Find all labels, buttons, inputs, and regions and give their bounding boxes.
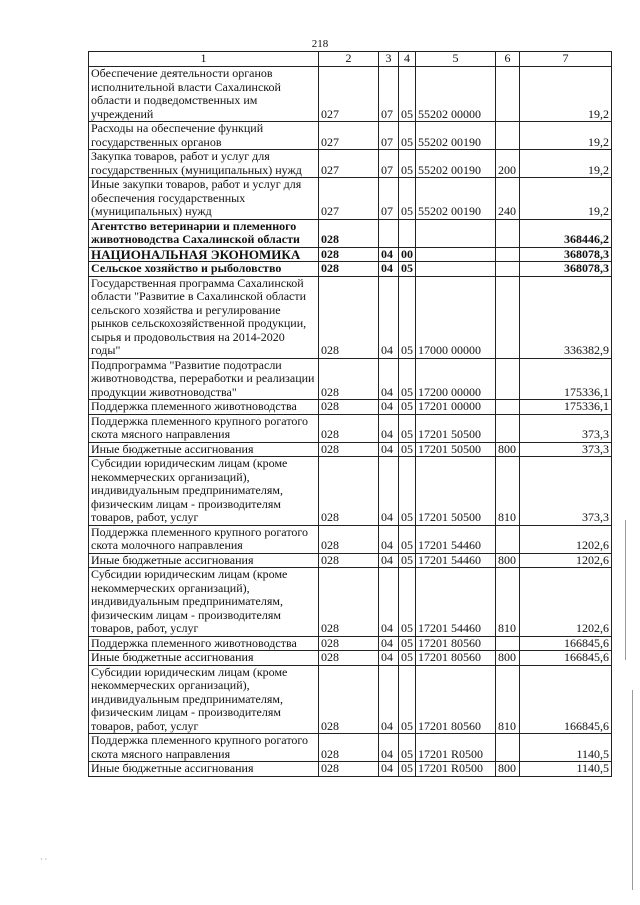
row-expense-type-cell: 810 (496, 568, 520, 637)
row-expense-type-cell (496, 400, 520, 415)
row-expense-type-cell: 800 (496, 762, 520, 777)
row-subsection-cell: 05 (399, 525, 416, 553)
row-target-code-cell: 55202 00000 (416, 67, 496, 122)
row-amount-cell: 373,3 (520, 414, 612, 442)
row-expense-type-cell (496, 122, 520, 150)
row-target-code-cell: 17201 50500 (416, 457, 496, 526)
row-expense-type-cell (496, 67, 520, 122)
row-expense-type-cell (496, 414, 520, 442)
row-name-cell: Иные закупки товаров, работ и услуг для обеспечения государственных (муниципальных) нужд (89, 178, 319, 220)
row-amount-cell: 175336,1 (520, 358, 612, 400)
row-section-cell: 04 (379, 262, 399, 277)
row-name-cell: Иные бюджетные ассигнования (89, 442, 319, 457)
row-subsection-cell: 05 (399, 400, 416, 415)
row-expense-type-cell: 200 (496, 150, 520, 178)
row-section-cell: 04 (379, 568, 399, 637)
row-section-cell: 04 (379, 734, 399, 762)
row-amount-cell: 175336,1 (520, 400, 612, 415)
row-amount-cell: 1202,6 (520, 568, 612, 637)
row-subsection-cell: 05 (399, 122, 416, 150)
row-name-cell: Субсидии юридическим лицам (кроме некоммерческих организаций), индивидуальным предпринимателям, физическим лицам - производителям товаров, работ, услуг (89, 457, 319, 526)
row-expense-type-cell: 810 (496, 457, 520, 526)
row-target-code-cell: 17200 00000 (416, 358, 496, 400)
table-row (89, 762, 612, 777)
table-row (89, 67, 612, 122)
row-amount-cell: 19,2 (520, 67, 612, 122)
table-row (89, 651, 612, 666)
row-code-cell: 028 (319, 358, 379, 400)
row-name-cell: Субсидии юридическим лицам (кроме некоммерческих организаций), индивидуальным предпринимателям, физическим лицам - производителям товаров, работ, услуг (89, 665, 319, 734)
row-code-cell: 027 (319, 150, 379, 178)
table-row (89, 219, 612, 247)
row-target-code-cell: 17201 54460 (416, 553, 496, 568)
row-target-code-cell: 17000 00000 (416, 276, 496, 358)
row-subsection-cell: 05 (399, 262, 416, 277)
row-subsection-cell: 05 (399, 568, 416, 637)
table-row (89, 358, 612, 400)
row-amount-cell: 368446,2 (520, 219, 612, 247)
scan-edge-mark (632, 690, 633, 890)
table-row (89, 665, 612, 734)
table-row (89, 525, 612, 553)
table-row (89, 442, 612, 457)
row-name-cell: Поддержка племенного крупного рогатого скота мясного направления (89, 414, 319, 442)
row-expense-type-cell (496, 247, 520, 262)
row-code-cell: 028 (319, 665, 379, 734)
row-amount-cell: 19,2 (520, 150, 612, 178)
row-expense-type-cell (496, 734, 520, 762)
row-code-cell: 027 (319, 67, 379, 122)
row-target-code-cell: 17201 54460 (416, 525, 496, 553)
row-name-cell: Поддержка племенного животноводства (89, 400, 319, 415)
row-name-cell: Иные бюджетные ассигнования (89, 553, 319, 568)
row-section-cell (379, 219, 399, 247)
row-section-cell: 07 (379, 178, 399, 220)
row-target-code-cell (416, 262, 496, 277)
row-amount-cell: 1140,5 (520, 762, 612, 777)
row-name-cell: Обеспечение деятельности органов исполнительной власти Сахалинской области и подведомственных им учреждений (89, 67, 319, 122)
row-target-code-cell: 17201 50500 (416, 414, 496, 442)
row-amount-cell: 1202,6 (520, 553, 612, 568)
row-subsection-cell: 05 (399, 734, 416, 762)
row-subsection-cell: 05 (399, 178, 416, 220)
row-amount-cell: 336382,9 (520, 276, 612, 358)
row-code-cell: 028 (319, 442, 379, 457)
row-subsection-cell: 05 (399, 762, 416, 777)
scan-speck: · · (40, 855, 48, 864)
header-cell: 6 (496, 52, 520, 67)
row-name-cell: Закупка товаров, работ и услуг для государственных (муниципальных) нужд (89, 150, 319, 178)
row-expense-type-cell (496, 276, 520, 358)
row-code-cell: 028 (319, 525, 379, 553)
row-code-cell: 028 (319, 276, 379, 358)
row-code-cell: 028 (319, 414, 379, 442)
row-target-code-cell: 17201 R0500 (416, 762, 496, 777)
table-row (89, 122, 612, 150)
row-expense-type-cell (496, 262, 520, 277)
row-section-cell: 04 (379, 358, 399, 400)
row-section-cell: 04 (379, 276, 399, 358)
row-subsection-cell: 05 (399, 150, 416, 178)
header-cell: 1 (89, 52, 319, 67)
row-amount-cell: 368078,3 (520, 262, 612, 277)
row-name-cell: Поддержка племенного животноводства (89, 636, 319, 651)
row-name-cell: Иные бюджетные ассигнования (89, 651, 319, 666)
row-expense-type-cell: 800 (496, 553, 520, 568)
row-subsection-cell: 00 (399, 247, 416, 262)
row-subsection-cell: 05 (399, 665, 416, 734)
row-target-code-cell: 17201 R0500 (416, 734, 496, 762)
page-number: 218 (311, 38, 329, 50)
row-amount-cell: 1202,6 (520, 525, 612, 553)
row-amount-cell: 166845,6 (520, 665, 612, 734)
row-code-cell: 027 (319, 178, 379, 220)
row-code-cell: 028 (319, 219, 379, 247)
row-section-cell: 04 (379, 457, 399, 526)
row-target-code-cell: 17201 50500 (416, 442, 496, 457)
table-header-row (89, 52, 612, 67)
header-cell: 3 (379, 52, 399, 67)
header-cell: 2 (319, 52, 379, 67)
row-section-cell: 04 (379, 414, 399, 442)
row-section-cell: 04 (379, 247, 399, 262)
row-name-cell: Субсидии юридическим лицам (кроме некоммерческих организаций), индивидуальным предпринимателям, физическим лицам - производителям товаров, работ, услуг (89, 568, 319, 637)
row-expense-type-cell: 800 (496, 442, 520, 457)
row-name-cell: Поддержка племенного крупного рогатого скота молочного направления (89, 525, 319, 553)
row-code-cell: 028 (319, 553, 379, 568)
row-target-code-cell: 55202 00190 (416, 178, 496, 220)
row-section-cell: 04 (379, 553, 399, 568)
row-code-cell: 028 (319, 568, 379, 637)
row-section-cell: 04 (379, 651, 399, 666)
row-target-code-cell: 17201 00000 (416, 400, 496, 415)
header-cell: 7 (520, 52, 612, 67)
row-name-cell: Государственная программа Сахалинской области "Развитие в Сахалинской области сельского хозяйства и регулирование рынков сельскохозяйственной продукции, сырья и продовольствия на 2014-2020 годы" (89, 276, 319, 358)
row-code-cell: 028 (319, 762, 379, 777)
row-target-code-cell: 55202 00190 (416, 150, 496, 178)
row-name-cell: Подпрограмма "Развитие подотрасли животноводства, переработки и реализации продукции животноводства" (89, 358, 319, 400)
table-row (89, 247, 612, 262)
row-section-cell: 04 (379, 636, 399, 651)
row-subsection-cell: 05 (399, 651, 416, 666)
row-name-cell: Расходы на обеспечение функций государственных органов (89, 122, 319, 150)
row-target-code-cell: 17201 54460 (416, 568, 496, 637)
row-subsection-cell: 05 (399, 442, 416, 457)
row-subsection-cell (399, 219, 416, 247)
row-expense-type-cell (496, 219, 520, 247)
row-target-code-cell: 55202 00190 (416, 122, 496, 150)
row-subsection-cell: 05 (399, 553, 416, 568)
row-section-cell: 07 (379, 122, 399, 150)
row-name-cell: Иные бюджетные ассигнования (89, 762, 319, 777)
row-expense-type-cell (496, 525, 520, 553)
table-row (89, 400, 612, 415)
row-section-cell: 04 (379, 525, 399, 553)
table-row (89, 553, 612, 568)
row-amount-cell: 1140,5 (520, 734, 612, 762)
row-target-code-cell: 17201 80560 (416, 651, 496, 666)
row-expense-type-cell (496, 358, 520, 400)
row-expense-type-cell (496, 636, 520, 651)
row-amount-cell: 368078,3 (520, 247, 612, 262)
row-target-code-cell: 17201 80560 (416, 665, 496, 734)
row-code-cell: 028 (319, 636, 379, 651)
table-row (89, 150, 612, 178)
row-section-cell: 04 (379, 400, 399, 415)
row-name-cell: Поддержка племенного крупного рогатого скота мясного направления (89, 734, 319, 762)
row-subsection-cell: 05 (399, 358, 416, 400)
row-section-cell: 04 (379, 762, 399, 777)
header-cell: 4 (399, 52, 416, 67)
row-code-cell: 028 (319, 400, 379, 415)
table-row (89, 178, 612, 220)
row-code-cell: 027 (319, 122, 379, 150)
table-row (89, 457, 612, 526)
table-row (89, 276, 612, 358)
scan-edge-mark (625, 520, 626, 660)
row-code-cell: 028 (319, 247, 379, 262)
budget-table (88, 51, 612, 777)
row-expense-type-cell: 800 (496, 651, 520, 666)
row-target-code-cell (416, 219, 496, 247)
row-name-cell: НАЦИОНАЛЬНАЯ ЭКОНОМИКА (89, 247, 319, 262)
row-amount-cell: 166845,6 (520, 651, 612, 666)
row-amount-cell: 373,3 (520, 457, 612, 526)
row-target-code-cell: 17201 80560 (416, 636, 496, 651)
row-code-cell: 028 (319, 262, 379, 277)
row-section-cell: 04 (379, 665, 399, 734)
table-row (89, 734, 612, 762)
table-row (89, 568, 612, 637)
table-row (89, 414, 612, 442)
table-row (89, 262, 612, 277)
row-subsection-cell: 05 (399, 457, 416, 526)
row-section-cell: 04 (379, 442, 399, 457)
row-amount-cell: 19,2 (520, 178, 612, 220)
row-subsection-cell: 05 (399, 414, 416, 442)
row-subsection-cell: 05 (399, 636, 416, 651)
row-target-code-cell (416, 247, 496, 262)
row-name-cell: Агентство ветеринарии и племенного животноводства Сахалинской области (89, 219, 319, 247)
row-code-cell: 028 (319, 734, 379, 762)
row-amount-cell: 373,3 (520, 442, 612, 457)
row-section-cell: 07 (379, 67, 399, 122)
row-expense-type-cell: 810 (496, 665, 520, 734)
row-expense-type-cell: 240 (496, 178, 520, 220)
row-section-cell: 07 (379, 150, 399, 178)
row-amount-cell: 19,2 (520, 122, 612, 150)
table-row (89, 636, 612, 651)
row-code-cell: 028 (319, 457, 379, 526)
row-code-cell: 028 (319, 651, 379, 666)
header-cell: 5 (416, 52, 496, 67)
row-name-cell: Сельское хозяйство и рыболовство (89, 262, 319, 277)
row-subsection-cell: 05 (399, 276, 416, 358)
row-subsection-cell: 05 (399, 67, 416, 122)
row-amount-cell: 166845,6 (520, 636, 612, 651)
